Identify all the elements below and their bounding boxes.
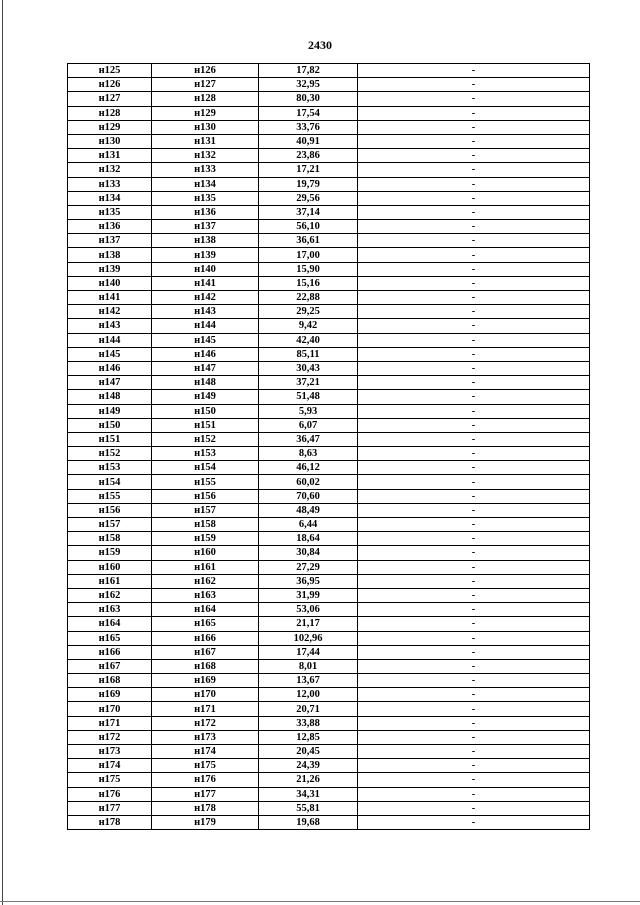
- table-row: [68, 276, 590, 290]
- to-point-cell: н148: [152, 376, 259, 390]
- from-point-cell: н173: [68, 745, 152, 759]
- note-cell: -: [358, 404, 590, 418]
- table-row: [68, 404, 590, 418]
- table-row: [68, 560, 590, 574]
- to-point-cell: н159: [152, 532, 259, 546]
- to-point-cell: н127: [152, 78, 259, 92]
- note-cell: -: [358, 333, 590, 347]
- distance-cell: 6,07: [259, 418, 358, 432]
- distance-cell: 21,17: [259, 617, 358, 631]
- note-cell: -: [358, 447, 590, 461]
- to-point-cell: н167: [152, 645, 259, 659]
- note-cell: -: [358, 532, 590, 546]
- table-row: [68, 645, 590, 659]
- scan-edge-left: [2, 0, 3, 905]
- to-point-cell: н136: [152, 205, 259, 219]
- distance-cell: 5,93: [259, 404, 358, 418]
- table-row: [68, 787, 590, 801]
- note-cell: -: [358, 574, 590, 588]
- table-row: [68, 220, 590, 234]
- table-row: [68, 347, 590, 361]
- to-point-cell: н158: [152, 518, 259, 532]
- note-cell: -: [358, 432, 590, 446]
- distance-cell: 24,39: [259, 759, 358, 773]
- to-point-cell: н137: [152, 220, 259, 234]
- to-point-cell: н151: [152, 418, 259, 432]
- from-point-cell: н150: [68, 418, 152, 432]
- distance-cell: 29,56: [259, 191, 358, 205]
- note-cell: -: [358, 588, 590, 602]
- distance-cell: 40,91: [259, 134, 358, 148]
- note-cell: -: [358, 262, 590, 276]
- note-cell: -: [358, 815, 590, 829]
- table-row: [68, 518, 590, 532]
- note-cell: -: [358, 276, 590, 290]
- to-point-cell: н146: [152, 347, 259, 361]
- to-point-cell: н131: [152, 134, 259, 148]
- distance-cell: 37,14: [259, 205, 358, 219]
- to-point-cell: н152: [152, 432, 259, 446]
- distance-cell: 70,60: [259, 489, 358, 503]
- distance-cell: 36,47: [259, 432, 358, 446]
- from-point-cell: н135: [68, 205, 152, 219]
- from-point-cell: н130: [68, 134, 152, 148]
- distance-cell: 80,30: [259, 92, 358, 106]
- distance-cell: 17,00: [259, 248, 358, 262]
- from-point-cell: н147: [68, 376, 152, 390]
- table-row: [68, 262, 590, 276]
- from-point-cell: н158: [68, 532, 152, 546]
- to-point-cell: н165: [152, 617, 259, 631]
- to-point-cell: н177: [152, 787, 259, 801]
- distance-cell: 85,11: [259, 347, 358, 361]
- note-cell: -: [358, 120, 590, 134]
- note-cell: -: [358, 78, 590, 92]
- distance-cell: 30,43: [259, 361, 358, 375]
- from-point-cell: н160: [68, 560, 152, 574]
- table-row: [68, 333, 590, 347]
- distance-cell: 19,79: [259, 177, 358, 191]
- from-point-cell: н151: [68, 432, 152, 446]
- table-row: [68, 532, 590, 546]
- distance-cell: 15,16: [259, 276, 358, 290]
- from-point-cell: н140: [68, 276, 152, 290]
- distance-cell: 17,44: [259, 645, 358, 659]
- distance-cell: 8,63: [259, 447, 358, 461]
- note-cell: -: [358, 631, 590, 645]
- to-point-cell: н154: [152, 461, 259, 475]
- to-point-cell: н171: [152, 702, 259, 716]
- to-point-cell: н140: [152, 262, 259, 276]
- from-point-cell: н134: [68, 191, 152, 205]
- distance-cell: 34,31: [259, 787, 358, 801]
- distance-cell: 51,48: [259, 390, 358, 404]
- to-point-cell: н156: [152, 489, 259, 503]
- to-point-cell: н164: [152, 603, 259, 617]
- to-point-cell: н161: [152, 560, 259, 574]
- table-row: [68, 759, 590, 773]
- table-row: [68, 149, 590, 163]
- distance-cell: 60,02: [259, 475, 358, 489]
- from-point-cell: н153: [68, 461, 152, 475]
- to-point-cell: н147: [152, 361, 259, 375]
- to-point-cell: н126: [152, 64, 259, 78]
- note-cell: -: [358, 716, 590, 730]
- distance-cell: 8,01: [259, 659, 358, 673]
- to-point-cell: н149: [152, 390, 259, 404]
- distance-cell: 17,82: [259, 64, 358, 78]
- table-row: [68, 815, 590, 829]
- table-row: [68, 745, 590, 759]
- from-point-cell: н172: [68, 730, 152, 744]
- table-row: [68, 134, 590, 148]
- table-row: [68, 418, 590, 432]
- from-point-cell: н163: [68, 603, 152, 617]
- distance-cell: 102,96: [259, 631, 358, 645]
- from-point-cell: н178: [68, 815, 152, 829]
- note-cell: -: [358, 603, 590, 617]
- table-row: [68, 588, 590, 602]
- distance-cell: 48,49: [259, 503, 358, 517]
- note-cell: -: [358, 177, 590, 191]
- table-row: [68, 106, 590, 120]
- to-point-cell: н172: [152, 716, 259, 730]
- from-point-cell: н156: [68, 503, 152, 517]
- to-point-cell: н169: [152, 674, 259, 688]
- table-row: [68, 376, 590, 390]
- to-point-cell: н128: [152, 92, 259, 106]
- from-point-cell: н171: [68, 716, 152, 730]
- distance-cell: 33,76: [259, 120, 358, 134]
- note-cell: -: [358, 617, 590, 631]
- from-point-cell: н145: [68, 347, 152, 361]
- from-point-cell: н129: [68, 120, 152, 134]
- note-cell: -: [358, 730, 590, 744]
- distance-cell: 37,21: [259, 376, 358, 390]
- from-point-cell: н138: [68, 248, 152, 262]
- table-row: [68, 489, 590, 503]
- from-point-cell: н164: [68, 617, 152, 631]
- from-point-cell: н128: [68, 106, 152, 120]
- note-cell: -: [358, 134, 590, 148]
- note-cell: -: [358, 518, 590, 532]
- note-cell: -: [358, 688, 590, 702]
- distance-cell: 18,64: [259, 532, 358, 546]
- table-row: [68, 674, 590, 688]
- distance-cell: 36,61: [259, 234, 358, 248]
- table-row: [68, 617, 590, 631]
- table-row: [68, 291, 590, 305]
- distance-cell: 19,68: [259, 815, 358, 829]
- from-point-cell: н167: [68, 659, 152, 673]
- from-point-cell: н168: [68, 674, 152, 688]
- note-cell: -: [358, 106, 590, 120]
- table-row: [68, 503, 590, 517]
- from-point-cell: н143: [68, 319, 152, 333]
- note-cell: -: [358, 248, 590, 262]
- note-cell: -: [358, 773, 590, 787]
- note-cell: -: [358, 801, 590, 815]
- note-cell: -: [358, 759, 590, 773]
- note-cell: -: [358, 92, 590, 106]
- table-row: [68, 64, 590, 78]
- table-row: [68, 205, 590, 219]
- from-point-cell: н177: [68, 801, 152, 815]
- from-point-cell: н126: [68, 78, 152, 92]
- table-row: [68, 361, 590, 375]
- to-point-cell: н150: [152, 404, 259, 418]
- to-point-cell: н153: [152, 447, 259, 461]
- distance-cell: 21,26: [259, 773, 358, 787]
- from-point-cell: н148: [68, 390, 152, 404]
- note-cell: -: [358, 489, 590, 503]
- table-row: [68, 631, 590, 645]
- distance-cell: 6,44: [259, 518, 358, 532]
- table-row: [68, 191, 590, 205]
- boundary-segments-table: [67, 63, 590, 830]
- table-row: [68, 177, 590, 191]
- table-row: [68, 319, 590, 333]
- note-cell: -: [358, 546, 590, 560]
- note-cell: -: [358, 702, 590, 716]
- table-body: [68, 64, 590, 830]
- table-row: [68, 120, 590, 134]
- note-cell: -: [358, 787, 590, 801]
- from-point-cell: н137: [68, 234, 152, 248]
- distance-cell: 53,06: [259, 603, 358, 617]
- to-point-cell: н129: [152, 106, 259, 120]
- distance-cell: 17,21: [259, 163, 358, 177]
- note-cell: -: [358, 64, 590, 78]
- to-point-cell: н157: [152, 503, 259, 517]
- note-cell: -: [358, 191, 590, 205]
- from-point-cell: н154: [68, 475, 152, 489]
- note-cell: -: [358, 305, 590, 319]
- table-row: [68, 234, 590, 248]
- table-row: [68, 801, 590, 815]
- to-point-cell: н141: [152, 276, 259, 290]
- from-point-cell: н139: [68, 262, 152, 276]
- note-cell: -: [358, 475, 590, 489]
- table-row: [68, 603, 590, 617]
- from-point-cell: н133: [68, 177, 152, 191]
- table-row: [68, 305, 590, 319]
- distance-cell: 46,12: [259, 461, 358, 475]
- to-point-cell: н142: [152, 291, 259, 305]
- note-cell: -: [358, 149, 590, 163]
- from-point-cell: н142: [68, 305, 152, 319]
- scan-edge-bottom: [0, 901, 640, 902]
- note-cell: -: [358, 319, 590, 333]
- to-point-cell: н135: [152, 191, 259, 205]
- note-cell: -: [358, 163, 590, 177]
- note-cell: -: [358, 745, 590, 759]
- distance-cell: 20,71: [259, 702, 358, 716]
- from-point-cell: н136: [68, 220, 152, 234]
- from-point-cell: н165: [68, 631, 152, 645]
- note-cell: -: [358, 645, 590, 659]
- distance-cell: 17,54: [259, 106, 358, 120]
- distance-cell: 29,25: [259, 305, 358, 319]
- to-point-cell: н163: [152, 588, 259, 602]
- table-row: [68, 702, 590, 716]
- note-cell: -: [358, 461, 590, 475]
- table-row: [68, 730, 590, 744]
- table-row: [68, 78, 590, 92]
- from-point-cell: н144: [68, 333, 152, 347]
- table-row: [68, 461, 590, 475]
- distance-cell: 56,10: [259, 220, 358, 234]
- distance-cell: 42,40: [259, 333, 358, 347]
- table-row: [68, 659, 590, 673]
- from-point-cell: н125: [68, 64, 152, 78]
- from-point-cell: н170: [68, 702, 152, 716]
- to-point-cell: н160: [152, 546, 259, 560]
- table-row: [68, 716, 590, 730]
- to-point-cell: н175: [152, 759, 259, 773]
- table-row: [68, 432, 590, 446]
- to-point-cell: н179: [152, 815, 259, 829]
- note-cell: -: [358, 220, 590, 234]
- table-row: [68, 475, 590, 489]
- to-point-cell: н170: [152, 688, 259, 702]
- table-row: [68, 688, 590, 702]
- to-point-cell: н132: [152, 149, 259, 163]
- note-cell: -: [358, 674, 590, 688]
- table-row: [68, 163, 590, 177]
- note-cell: -: [358, 234, 590, 248]
- distance-cell: 20,45: [259, 745, 358, 759]
- table-row: [68, 546, 590, 560]
- from-point-cell: н162: [68, 588, 152, 602]
- to-point-cell: н144: [152, 319, 259, 333]
- table-row: [68, 773, 590, 787]
- table-row: [68, 390, 590, 404]
- distance-cell: 27,29: [259, 560, 358, 574]
- distance-cell: 15,90: [259, 262, 358, 276]
- from-point-cell: н159: [68, 546, 152, 560]
- distance-cell: 13,67: [259, 674, 358, 688]
- note-cell: -: [358, 205, 590, 219]
- to-point-cell: н166: [152, 631, 259, 645]
- to-point-cell: н155: [152, 475, 259, 489]
- table-row: [68, 92, 590, 106]
- distance-cell: 33,88: [259, 716, 358, 730]
- to-point-cell: н138: [152, 234, 259, 248]
- note-cell: -: [358, 376, 590, 390]
- note-cell: -: [358, 390, 590, 404]
- note-cell: -: [358, 418, 590, 432]
- distance-cell: 22,88: [259, 291, 358, 305]
- distance-cell: 9,42: [259, 319, 358, 333]
- note-cell: -: [358, 503, 590, 517]
- distance-cell: 32,95: [259, 78, 358, 92]
- distance-cell: 31,99: [259, 588, 358, 602]
- to-point-cell: н162: [152, 574, 259, 588]
- note-cell: -: [358, 347, 590, 361]
- from-point-cell: н175: [68, 773, 152, 787]
- note-cell: -: [358, 361, 590, 375]
- to-point-cell: н133: [152, 163, 259, 177]
- to-point-cell: н173: [152, 730, 259, 744]
- from-point-cell: н161: [68, 574, 152, 588]
- to-point-cell: н145: [152, 333, 259, 347]
- from-point-cell: н131: [68, 149, 152, 163]
- from-point-cell: н157: [68, 518, 152, 532]
- from-point-cell: н149: [68, 404, 152, 418]
- from-point-cell: н146: [68, 361, 152, 375]
- distance-cell: 12,85: [259, 730, 358, 744]
- from-point-cell: н141: [68, 291, 152, 305]
- distance-cell: 55,81: [259, 801, 358, 815]
- to-point-cell: н134: [152, 177, 259, 191]
- to-point-cell: н178: [152, 801, 259, 815]
- table-row: [68, 248, 590, 262]
- from-point-cell: н169: [68, 688, 152, 702]
- distance-cell: 12,00: [259, 688, 358, 702]
- from-point-cell: н155: [68, 489, 152, 503]
- from-point-cell: н127: [68, 92, 152, 106]
- note-cell: -: [358, 560, 590, 574]
- from-point-cell: н166: [68, 645, 152, 659]
- note-cell: -: [358, 291, 590, 305]
- from-point-cell: н132: [68, 163, 152, 177]
- note-cell: -: [358, 659, 590, 673]
- from-point-cell: н152: [68, 447, 152, 461]
- to-point-cell: н139: [152, 248, 259, 262]
- distance-cell: 30,84: [259, 546, 358, 560]
- page-number: 2430: [308, 38, 332, 52]
- to-point-cell: н143: [152, 305, 259, 319]
- from-point-cell: н174: [68, 759, 152, 773]
- to-point-cell: н174: [152, 745, 259, 759]
- from-point-cell: н176: [68, 787, 152, 801]
- to-point-cell: н130: [152, 120, 259, 134]
- distance-cell: 36,95: [259, 574, 358, 588]
- to-point-cell: н176: [152, 773, 259, 787]
- to-point-cell: н168: [152, 659, 259, 673]
- table-row: [68, 574, 590, 588]
- distance-cell: 23,86: [259, 149, 358, 163]
- table-row: [68, 447, 590, 461]
